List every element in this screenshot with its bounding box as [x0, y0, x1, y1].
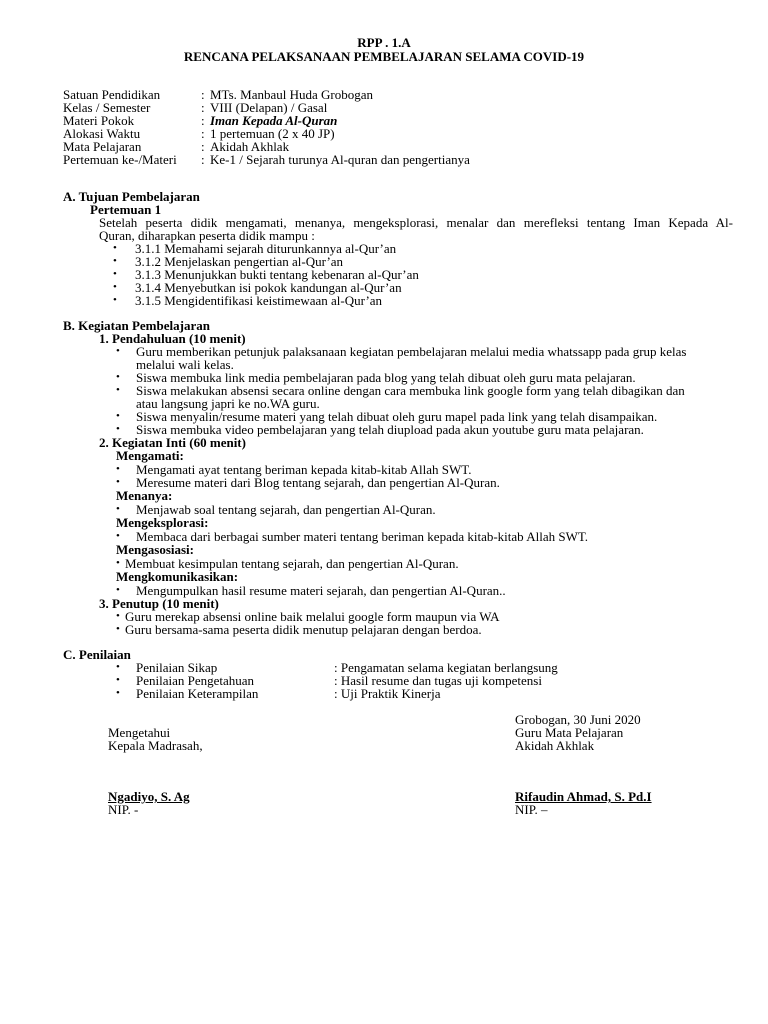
bullet-icon: •	[116, 476, 120, 488]
assessment-value: : Hasil resume dan tugas uji kompetensi	[334, 673, 542, 688]
section-c-heading: C. Penilaian	[63, 647, 131, 662]
bullet-icon: •	[116, 410, 120, 422]
objective-intro-line: Setelah peserta didik mengamati, menanya, mengeksplorasi, menalar dan merefleksi tentang Iman Kepada Al-	[99, 215, 733, 230]
assessment-value: : Pengamatan selama kegiatan berlangsung	[334, 660, 558, 675]
identity-colon: :	[201, 100, 205, 115]
identity-value: 1 pertemuan (2 x 40 JP)	[210, 126, 335, 141]
pendahuluan-item: Siswa membuka link media pembelajaran pada blog yang telah dibuat oleh guru mata pelajaran.	[136, 370, 636, 385]
right-role-line: Guru Mata Pelajaran	[515, 725, 624, 740]
objective-item: 3.1.4 Menyebutkan isi pokok kandungan al-Qur’an	[135, 280, 402, 295]
bullet-icon: •	[116, 557, 120, 569]
menanya-heading: Menanya:	[116, 488, 173, 503]
mengeksplorasi-heading: Mengeksplorasi:	[116, 515, 209, 530]
right-signatory-name: Rifaudin Ahmad, S. Pd.I	[515, 789, 652, 804]
mengkomunikasikan-heading: Mengkomunikasikan:	[116, 569, 239, 584]
assessment-label: Penilaian Sikap	[136, 660, 218, 675]
objective-intro-line: Quran, diharapkan peserta didik mampu :	[99, 228, 315, 243]
penutup-heading: 3. Penutup (10 menit)	[99, 596, 219, 611]
identity-colon: :	[201, 113, 205, 128]
penutup-item: Guru merekap absensi online baik melalui google form maupun via WA	[125, 609, 500, 624]
assessment-label: Penilaian Keterampilan	[136, 686, 259, 701]
place-date: Grobogan, 30 Juni 2020	[515, 712, 641, 727]
identity-label: Pertemuan ke-/Materi	[63, 152, 177, 167]
bullet-icon: •	[116, 530, 120, 542]
bullet-icon: •	[116, 674, 120, 686]
identity-value: Iman Kepada Al-Quran	[210, 113, 338, 128]
bullet-icon: •	[113, 294, 117, 306]
bullet-icon: •	[113, 268, 117, 280]
bullet-icon: •	[116, 423, 120, 435]
identity-colon: :	[201, 139, 205, 154]
pendahuluan-item: Siswa melakukan absensi secara online dengan cara membuka link google form yang telah dibagikan dan	[136, 383, 685, 398]
mengasosiasi-heading: Mengasosiasi:	[116, 542, 194, 557]
mengeksplorasi-item: Membaca dari berbagai sumber materi tentang beriman kepada kitab-kitab Allah SWT.	[136, 529, 589, 544]
right-role-line: Akidah Akhlak	[515, 738, 595, 753]
mengamati-item: Meresume materi dari Blog tentang sejarah, dan pengertian Al-Quran.	[136, 475, 500, 490]
bullet-icon: •	[113, 242, 117, 254]
mengkomunikasikan-item: Mengumpulkan hasil resume materi sejarah, dan pengertian Al-Quran..	[136, 583, 506, 598]
mengasosiasi-item: Membuat kesimpulan tentang sejarah, dan pengertian Al-Quran.	[125, 556, 459, 571]
bullet-icon: •	[116, 371, 120, 383]
objective-item: 3.1.1 Memahami sejarah diturunkannya al-Qur’an	[135, 241, 397, 256]
left-nip: NIP. -	[108, 802, 139, 817]
identity-colon: :	[201, 126, 205, 141]
identity-label: Alokasi Waktu	[63, 126, 141, 141]
section-b-heading: B. Kegiatan Pembelajaran	[63, 318, 210, 333]
section-a-heading: A. Tujuan Pembelajaran	[63, 189, 200, 204]
bullet-icon: •	[116, 661, 120, 673]
identity-label: Mata Pelajaran	[63, 139, 142, 154]
mengamati-heading: Mengamati:	[116, 448, 184, 463]
bullet-icon: •	[116, 463, 120, 475]
bullet-icon: •	[116, 384, 120, 396]
meeting-heading: Pertemuan 1	[90, 202, 162, 217]
identity-value: VIII (Delapan) / Gasal	[210, 100, 328, 115]
identity-value: Akidah Akhlak	[210, 139, 290, 154]
objective-item: 3.1.2 Menjelaskan pengertian al-Qur’an	[135, 254, 344, 269]
identity-value: Ke-1 / Sejarah turunya Al-quran dan pengertianya	[210, 152, 470, 167]
identity-value: MTs. Manbaul Huda Grobogan	[210, 87, 374, 102]
left-signatory-name: Ngadiyo, S. Ag	[108, 789, 190, 804]
penutup-item: Guru bersama-sama peserta didik menutup pelajaran dengan berdoa.	[125, 622, 482, 637]
assessment-value: : Uji Praktik Kinerja	[334, 686, 441, 701]
identity-colon: :	[201, 87, 205, 102]
document-title: RENCANA PELAKSANAAN PEMBELAJARAN SELAMA COVID-19	[183, 49, 585, 64]
menanya-item: Menjawab soal tentang sejarah, dan pengertian Al-Quran.	[136, 502, 436, 517]
bullet-icon: •	[116, 687, 120, 699]
left-role-line: Mengetahui	[108, 725, 171, 740]
pendahuluan-item-cont: atau langsung japri ke no.WA guru.	[136, 396, 320, 411]
pendahuluan-item: Guru memberikan petunjuk palaksanaan kegiatan pembelajaran melalui media whatssapp pada grup kelas	[136, 344, 687, 359]
pendahuluan-item: Siswa menyalin/resume materi yang telah dibuat oleh guru mapel pada link yang telah disampaikan.	[136, 409, 658, 424]
bullet-icon: •	[116, 584, 120, 596]
bullet-icon: •	[113, 255, 117, 267]
pendahuluan-heading: 1. Pendahuluan (10 menit)	[99, 331, 246, 346]
identity-colon: :	[201, 152, 205, 167]
identity-label: Materi Pokok	[63, 113, 135, 128]
objective-item: 3.1.5 Mengidentifikasi keistimewaan al-Qur’an	[135, 293, 383, 308]
bullet-icon: •	[113, 281, 117, 293]
bullet-icon: •	[116, 503, 120, 515]
objective-item: 3.1.3 Menunjukkan bukti tentang kebenaran al-Qur’an	[135, 267, 419, 282]
identity-label: Kelas / Semester	[63, 100, 151, 115]
right-nip: NIP. –	[515, 802, 548, 817]
pendahuluan-item: Siswa membuka video pembelajaran yang telah diupload pada akun youtube guru mata pelajaran.	[136, 422, 644, 437]
assessment-label: Penilaian Pengetahuan	[136, 673, 255, 688]
kegiatan-inti-heading: 2. Kegiatan Inti (60 menit)	[99, 435, 246, 450]
bullet-icon: •	[116, 610, 120, 622]
bullet-icon: •	[116, 345, 120, 357]
pendahuluan-item-cont: melalui wali kelas.	[136, 357, 234, 372]
bullet-icon: •	[116, 623, 120, 635]
left-role-line: Kepala Madrasah,	[108, 738, 203, 753]
mengamati-item: Mengamati ayat tentang beriman kepada kitab-kitab Allah SWT.	[136, 462, 472, 477]
identity-label: Satuan Pendidikan	[63, 87, 161, 102]
document-code: RPP . 1.A	[357, 35, 411, 50]
